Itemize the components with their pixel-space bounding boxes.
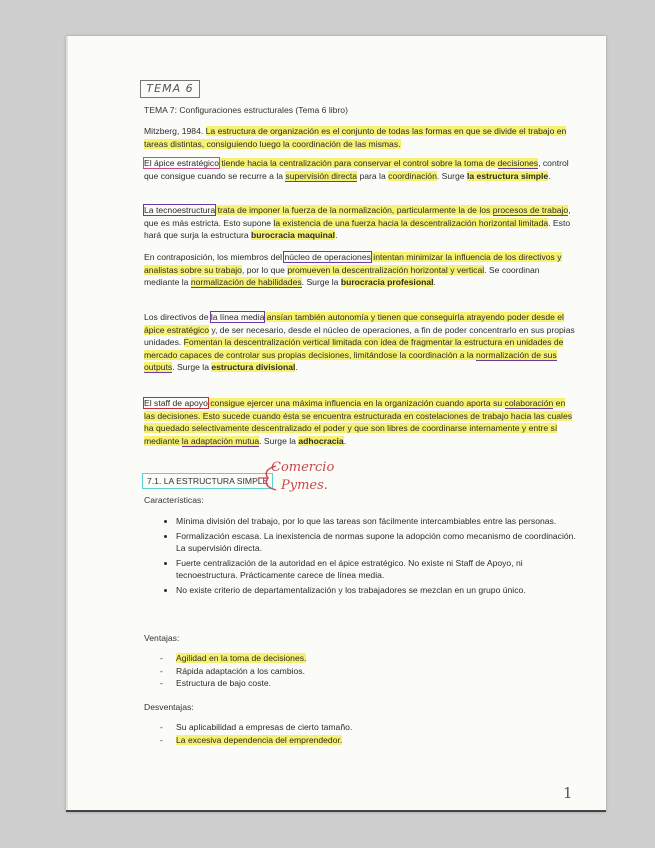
paragraph-linea-media: Los directivos de la línea media ansían también autonomía y tienen que conseguirla atrayendo poder desde el ápice estratégico y, de ser necesario, desde el núcleo de operaciones, a fin de poder concentrarlo en sus propias unidades. Fomentan la descentralización vertical limitada con idea de fragmentar la estructura en unidades de mercado capaces de controlar sus propias decisiones, limitándose la coordinación a la normalización de sus outputs. Surge la estructura divisional. [144, 312, 575, 373]
term-linea-media: la línea media [210, 312, 265, 322]
characteristics-list [162, 515, 586, 599]
list-item: • Mínima división del trabajo, por lo que las tareas son fácilmente intercambiables entre las personas. [176, 515, 586, 528]
list-item: - Estructura de bajo coste. [160, 677, 306, 690]
document-page [66, 36, 606, 812]
page-number: 1 [563, 784, 573, 802]
handwritten-note-comercio: Comercio [271, 460, 335, 475]
paragraph-apice: El ápice estratégico tiende hacia la centralización para conservar el control sobre la toma de decisiones, control que consigue cuando se recurre a la supervisión directa para la coordinación. Surge la estructura simple. [144, 158, 569, 181]
page-bottom-edge [66, 810, 606, 812]
list-item: - Su aplicabilidad a empresas de cierto tamaño. [160, 721, 352, 734]
section-heading: 7.1. LA ESTRUCTURA SIMPLE [142, 473, 273, 489]
ventajas-list [160, 652, 306, 690]
term-apice-estrategico: El ápice estratégico [144, 158, 219, 168]
term-nucleo-operaciones: núcleo de operaciones [284, 252, 371, 262]
paragraph-nucleo: En contraposición, los miembros del núcleo de operaciones intentan minimizar la influencia de los directivos y analistas sobre su trabajo, por lo que promueven la descentralización horizontal y vertical. Se coordinan mediante la normalización de habilidades. Surge la burocracia profesional. [144, 252, 562, 288]
paragraph-tecnoestructura: La tecnoestructura trata de imponer la fuerza de la normalización, particularmente la de los procesos de trabajo, que es más estricta. Esto supone la existencia de una fuerza hacia la descentralización horizontal limitada. Esto hará que surja la estructura burocracia maquinal. [144, 205, 571, 241]
paragraph-definition: Mitzberg, 1984. La estructura de organización es el conjunto de todas las formas en que se divide el trabajo en tareas distintas, consiguiendo luego la coordinación de las mismas. [144, 126, 567, 149]
list-item: • Fuerte centralización de la autoridad en el ápice estratégico. No existe ni Staff de Apoyo, ni tecnoestructura. Prácticamente carece de línea media. [176, 557, 586, 582]
ventajas-label: Ventajas: [144, 633, 180, 643]
term-staff-apoyo: El staff de apoyo [144, 398, 208, 408]
handwritten-tema-box: TEMA 6 [140, 80, 200, 98]
highlight: La estructura de organización es el conjunto de todas las formas en que se divide el trabajo en tareas distintas, consiguiendo luego la coordinación de las mismas. [144, 126, 567, 149]
list-item: - Agilidad en la toma de decisiones. [160, 652, 306, 665]
list-item: • Formalización escasa. La inexistencia de normas supone la adopción como mecanismo de coordinación. La supervisión directa. [176, 530, 586, 555]
desventajas-list [160, 721, 352, 746]
desventajas-label: Desventajas: [144, 702, 194, 712]
list-item: • No existe criterio de departamentalización y los trabajadores se mezclan en un grupo único. [176, 584, 586, 597]
handwritten-note-pymes: Pymes. [281, 478, 328, 493]
list-item: - Rápida adaptación a los cambios. [160, 665, 306, 678]
list-item: - La excesiva dependencia del emprendedor. [160, 734, 352, 747]
term-tecnoestructura: La tecnoestructura [144, 205, 216, 215]
document-title: TEMA 7: Configuraciones estructurales (Tema 6 libro) [144, 105, 348, 115]
characteristics-label: Características: [144, 495, 204, 505]
paragraph-staff: El staff de apoyo consigue ejercer una máxima influencia en la organización cuando aporta su colaboración en las decisiones. Esto sucede cuando ésta se encuentra estructurada en costelaciones de trabajo hacia las cuales ha quedado selectivamente descentralizado el poder y que son libres de coordinarse internamente y entre sí mediante la adaptación mutua. Surge la adhocracia. [144, 398, 573, 446]
page-edge [66, 36, 68, 812]
